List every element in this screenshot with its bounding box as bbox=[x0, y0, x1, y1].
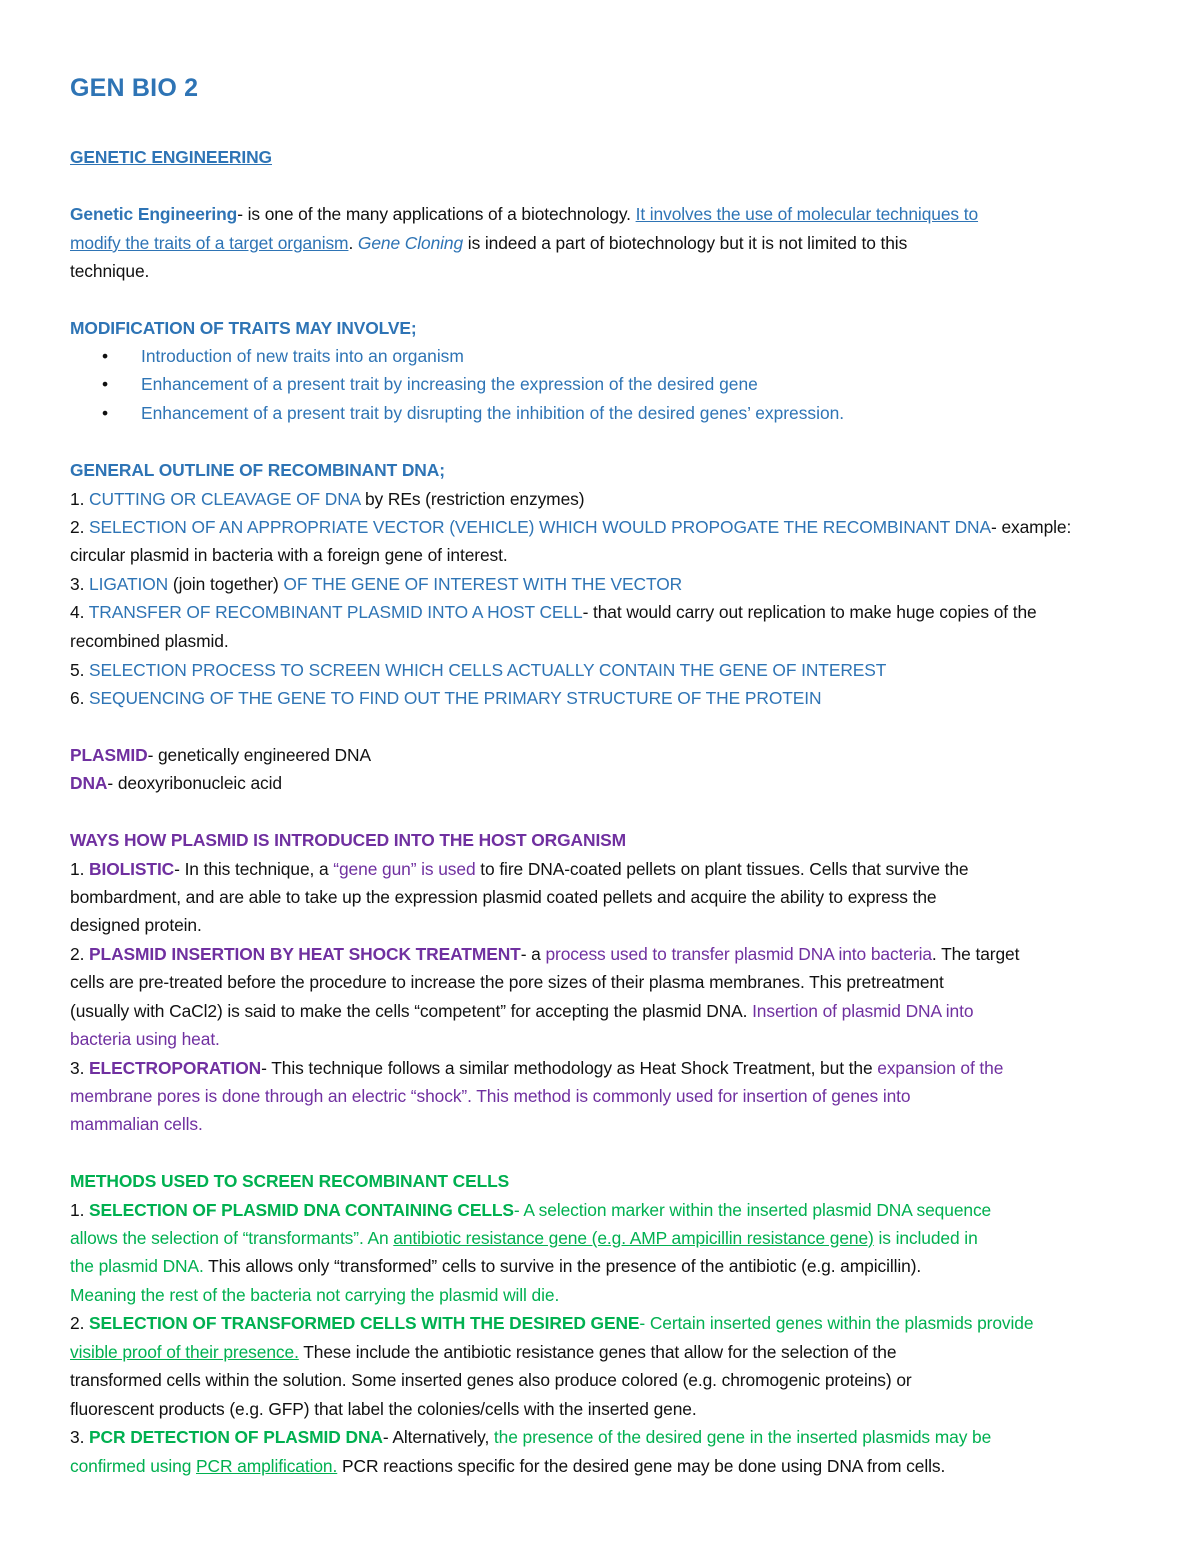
item-term: SELECTION OF TRANSFORMED CELLS WITH THE DESIRED GENE bbox=[89, 1313, 640, 1333]
step-title: SEQUENCING OF THE GENE TO FIND OUT THE PRIMARY STRUCTURE OF THE PROTEIN bbox=[89, 688, 822, 708]
methods-item-3 bbox=[70, 1423, 1140, 1451]
step-text: - that would carry out replication to make huge copies of the bbox=[582, 602, 1037, 622]
outline-step-5 bbox=[70, 656, 1140, 684]
item-number: 3. bbox=[70, 1058, 90, 1078]
item-text: - a bbox=[520, 944, 546, 964]
item-number: 1. bbox=[70, 1200, 90, 1220]
ways-item-2-cont: cells are pre-treated before the procedure to increase the pore sizes of their plasma membranes. This pretreatment bbox=[70, 972, 944, 992]
methods-item-2-cont bbox=[70, 1338, 1140, 1366]
methods-item-3-cont bbox=[70, 1452, 1140, 1480]
item-number: 2. bbox=[70, 944, 90, 964]
item-highlight: “gene gun” is used bbox=[333, 859, 476, 879]
intro-line-3: technique. bbox=[70, 261, 150, 281]
item-highlight: allows the selection of “transformants”. An bbox=[70, 1228, 394, 1248]
item-highlight: Insertion of plasmid DNA into bbox=[752, 1001, 974, 1021]
item-text: This allows only “transformed” cells to survive in the presence of the antibiotic (e.g. ampicillin). bbox=[203, 1256, 922, 1276]
item-highlight: - A selection marker within the inserted plasmid DNA sequence bbox=[513, 1200, 992, 1220]
step-number: 4. bbox=[70, 602, 89, 622]
item-highlight: is included in bbox=[873, 1228, 978, 1248]
item-highlight: process used to transfer plasmid DNA into bacteria bbox=[545, 944, 932, 964]
bullet-item-3: Enhancement of a present trait by disrupting the inhibition of the desired genes’ expression. bbox=[141, 403, 845, 423]
item-term: PCR DETECTION OF PLASMID DNA bbox=[89, 1427, 383, 1447]
definition-plasmid bbox=[70, 741, 1140, 769]
definition-text: - genetically engineered DNA bbox=[147, 745, 371, 765]
item-underlined: visible proof of their presence. bbox=[70, 1342, 299, 1362]
step-title: TRANSFER OF RECOMBINANT PLASMID INTO A HOST CELL bbox=[88, 602, 583, 622]
step-number: 1. bbox=[70, 489, 90, 509]
outline-step-1 bbox=[70, 485, 1140, 513]
modification-heading: MODIFICATION OF TRAITS MAY INVOLVE; bbox=[70, 318, 417, 338]
methods-item-1 bbox=[70, 1196, 1140, 1224]
methods-item-2-cont-3: fluorescent products (e.g. GFP) that label the colonies/cells with the inserted gene. bbox=[70, 1399, 697, 1419]
outline-step-4-cont: recombined plasmid. bbox=[70, 631, 229, 651]
item-highlight: expansion of the bbox=[877, 1058, 1004, 1078]
item-underlined: antibiotic resistance gene (e.g. AMP ampicillin resistance gene) bbox=[393, 1228, 874, 1248]
step-title: SELECTION OF AN APPROPRIATE VECTOR (VEHICLE) WHICH WOULD PROPOGATE THE RECOMBINANT DNA bbox=[89, 517, 992, 537]
ways-item-2 bbox=[70, 940, 1140, 968]
outline-step-3 bbox=[70, 570, 1140, 598]
document-title: GEN BIO 2 bbox=[70, 74, 199, 102]
bullet-3: • bbox=[102, 403, 109, 423]
intro-link[interactable]: It involves the use of molecular techniques to bbox=[635, 204, 979, 224]
outline-step-2-cont: circular plasmid in bacteria with a foreign gene of interest. bbox=[70, 545, 508, 565]
ways-item-3 bbox=[70, 1054, 1140, 1082]
item-highlight: the presence of the desired gene in the inserted plasmids may be bbox=[493, 1427, 992, 1447]
item-text: PCR reactions specific for the desired gene may be done using DNA from cells. bbox=[337, 1456, 946, 1476]
item-number: 2. bbox=[70, 1313, 90, 1333]
methods-item-1-cont-2 bbox=[70, 1252, 1140, 1280]
outline-heading: GENERAL OUTLINE OF RECOMBINANT DNA; bbox=[70, 460, 445, 480]
step-text: - example: bbox=[991, 517, 1072, 537]
item-underlined: PCR amplification. bbox=[196, 1456, 338, 1476]
item-text: - Alternatively, bbox=[382, 1427, 494, 1447]
ways-item-2-cont-2 bbox=[70, 997, 1140, 1025]
ways-item-1-cont: bombardment, and are able to take up the expression plasmid coated pellets and acquire the ability to express the bbox=[70, 887, 937, 907]
step-number: 5. bbox=[70, 660, 90, 680]
bullet-2: • bbox=[102, 374, 109, 394]
item-term: SELECTION OF PLASMID DNA CONTAINING CELLS bbox=[89, 1200, 514, 1220]
step-title: CUTTING OR CLEAVAGE OF DNA bbox=[89, 489, 361, 509]
step-text: by REs (restriction enzymes) bbox=[360, 489, 585, 509]
item-highlight: the plasmid DNA. bbox=[70, 1256, 204, 1276]
item-text: (usually with CaCl2) is said to make the cells “competent” for accepting the plasmid DNA. bbox=[70, 1001, 753, 1021]
step-number: 6. bbox=[70, 688, 90, 708]
intro-term-2: Gene Cloning bbox=[357, 233, 464, 253]
ways-item-2-cont-3: bacteria using heat. bbox=[70, 1029, 220, 1049]
item-number: 3. bbox=[70, 1427, 90, 1447]
step-title-cont: OF THE GENE OF INTEREST WITH THE VECTOR bbox=[283, 574, 683, 594]
methods-heading: METHODS USED TO SCREEN RECOMBINANT CELLS bbox=[70, 1171, 510, 1191]
bullet-1: • bbox=[102, 346, 109, 366]
intro-text-2: is indeed a part of biotechnology but it is not limited to this bbox=[463, 233, 908, 253]
item-highlight: - Certain inserted genes within the plasmids provide bbox=[639, 1313, 1034, 1333]
item-highlight: confirmed using bbox=[70, 1456, 196, 1476]
intro-line-1 bbox=[70, 200, 1140, 228]
step-title: LIGATION bbox=[89, 574, 169, 594]
item-term: PLASMID INSERTION BY HEAT SHOCK TREATMENT bbox=[89, 944, 521, 964]
methods-item-1-cont bbox=[70, 1224, 1140, 1252]
intro-link-continued[interactable]: modify the traits of a target organism bbox=[70, 233, 349, 253]
intro-term: Genetic Engineering bbox=[70, 204, 238, 224]
bullet-item-2: Enhancement of a present trait by increasing the expression of the desired gene bbox=[141, 374, 758, 394]
outline-step-4 bbox=[70, 598, 1140, 626]
definition-dna bbox=[70, 769, 1140, 797]
step-number: 3. bbox=[70, 574, 90, 594]
step-number: 2. bbox=[70, 517, 90, 537]
outline-step-2 bbox=[70, 513, 1140, 541]
definition-term: PLASMID bbox=[70, 745, 148, 765]
step-title: SELECTION PROCESS TO SCREEN WHICH CELLS ACTUALLY CONTAIN THE GENE OF INTEREST bbox=[89, 660, 887, 680]
section-heading: GENETIC ENGINEERING bbox=[70, 147, 272, 167]
ways-item-1-cont-2: designed protein. bbox=[70, 915, 202, 935]
ways-item-3-cont: membrane pores is done through an electric “shock”. This method is commonly used for insertion of genes into bbox=[70, 1086, 911, 1106]
intro-punct: . bbox=[348, 233, 358, 253]
ways-item-1 bbox=[70, 855, 1140, 883]
item-text: to fire DNA-coated pellets on plant tissues. Cells that survive the bbox=[475, 859, 969, 879]
item-text: . The target bbox=[931, 944, 1020, 964]
methods-item-1-cont-3: Meaning the rest of the bacteria not carrying the plasmid will die. bbox=[70, 1285, 560, 1305]
outline-step-6 bbox=[70, 684, 1140, 712]
methods-item-2-cont-2: transformed cells within the solution. Some inserted genes also produce colored (e.g. chromogenic proteins) or bbox=[70, 1370, 912, 1390]
methods-item-2 bbox=[70, 1309, 1140, 1337]
item-term: BIOLISTIC bbox=[89, 859, 175, 879]
item-text: These include the antibiotic resistance genes that allow for the selection of the bbox=[298, 1342, 897, 1362]
ways-item-3-cont-2: mammalian cells. bbox=[70, 1114, 203, 1134]
bullet-item-1: Introduction of new traits into an organism bbox=[141, 346, 464, 366]
ways-heading: WAYS HOW PLASMID IS INTRODUCED INTO THE HOST ORGANISM bbox=[70, 830, 627, 850]
definition-term: DNA bbox=[70, 773, 108, 793]
item-text: - This technique follows a similar methodology as Heat Shock Treatment, but the bbox=[261, 1058, 878, 1078]
item-number: 1. bbox=[70, 859, 90, 879]
item-term: ELECTROPORATION bbox=[89, 1058, 262, 1078]
item-text: - In this technique, a bbox=[174, 859, 334, 879]
intro-line-2 bbox=[70, 229, 1140, 257]
step-text: (join together) bbox=[168, 574, 284, 594]
intro-text: - is one of the many applications of a biotechnology. bbox=[237, 204, 636, 224]
definition-text: - deoxyribonucleic acid bbox=[107, 773, 282, 793]
